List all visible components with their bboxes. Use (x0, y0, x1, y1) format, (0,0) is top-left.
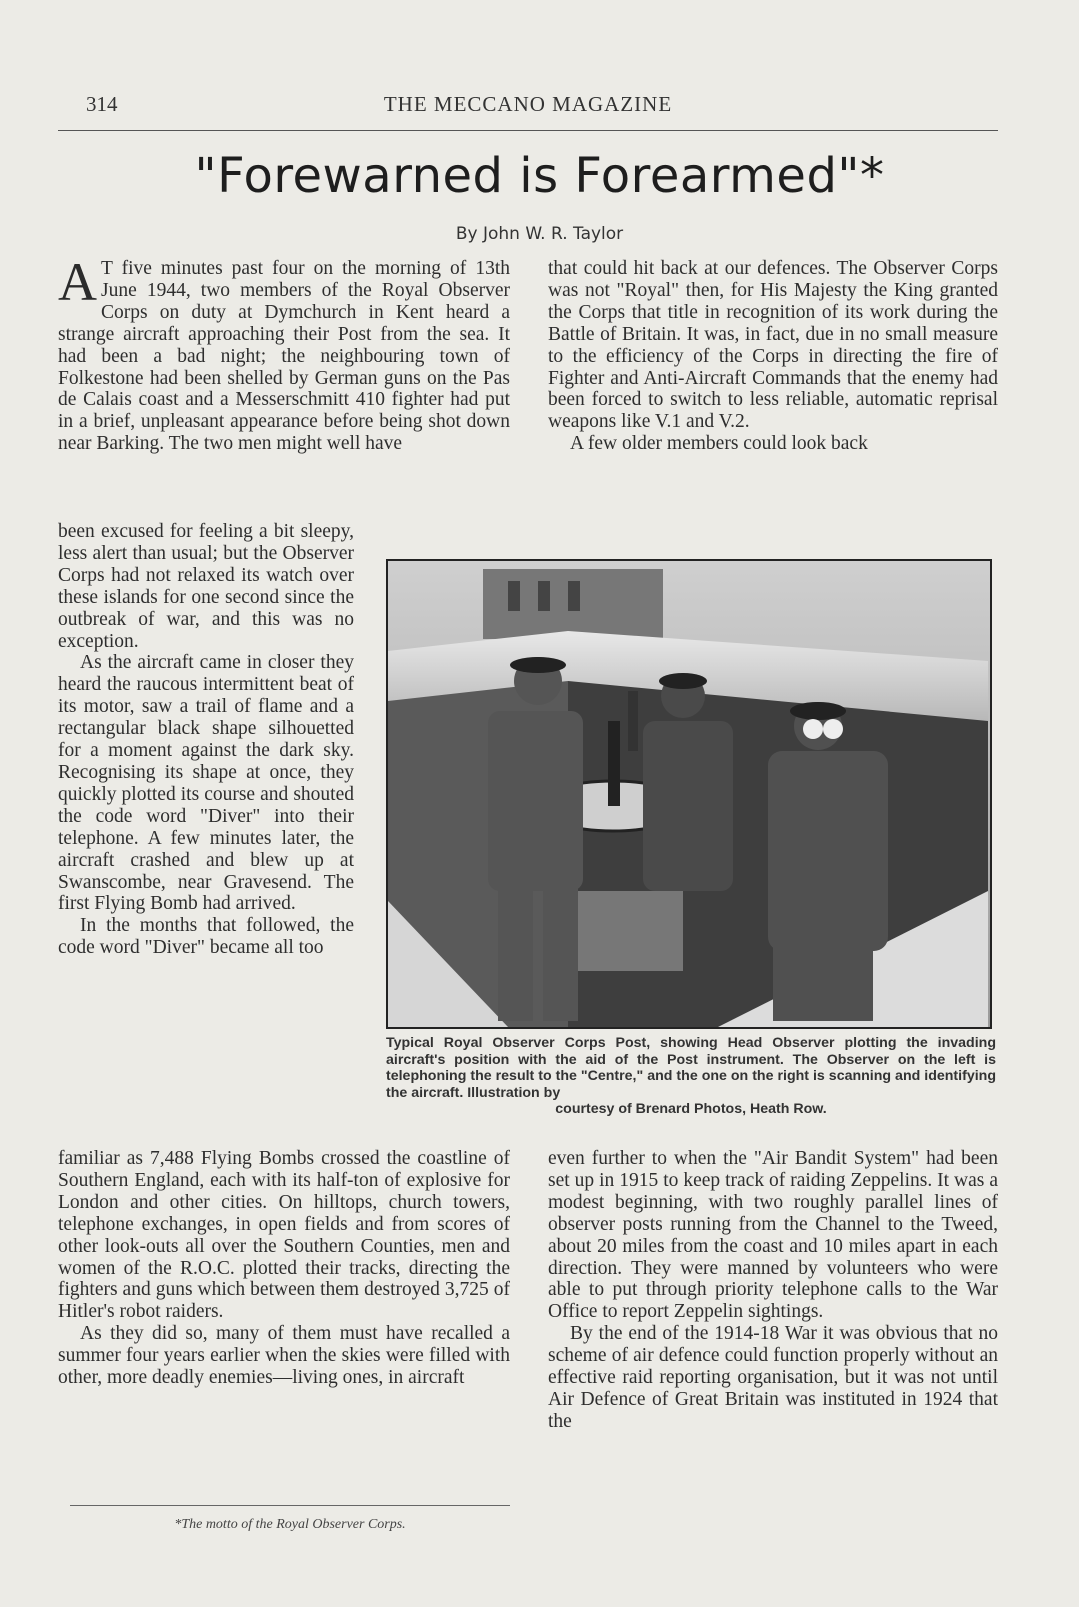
paragraph-right-2: A few older members could look back (570, 433, 868, 455)
paragraph-2: As the aircraft came in closer they heard the raucous intermittent beat of its motor, saw a trail of flame and a rectangular black shape silhouetted for a moment against the dark sky. Recognising its shape at once, they quickly plotted its course and shouted the code word "Diver" into their telephone. A few minutes later, the aircraft crashed and blew up at Swanscombe, near Gravesend. The first Flying Bomb had arrived. (58, 652, 354, 915)
left-column-top (58, 252, 510, 455)
footnote-rule (70, 1505, 510, 1506)
header-rule (58, 130, 998, 131)
paragraph-3-start: In the months that followed, the code word "Diver" became all too (58, 915, 354, 959)
paragraph-1-text: T five minutes past four on the morning of 13th June 1944, two members of the Royal Observer Corps on duty at Dymchurch in Kent heard a strange aircraft approaching their Post from the sea. It had been a bad night; the neighbouring town of Folkestone had been shelled by German guns on the Pas de Calais coast and a Messerschmitt 410 fighter had put in a brief, unpleasant appearance before being shot down near Barking. The two men might well have (58, 258, 510, 455)
paragraph-4: As they did so, many of them must have recalled a summer four years earlier when the skies were filled with other, more deadly enemies—living ones, in aircraft (58, 1323, 510, 1389)
caption-text: Typical Royal Observer Corps Post, showing Head Observer plotting the invading aircraft's position with the aid of the Post instrument. The Observer on the left is telephoning the result to the "Centre," and the one on the right is scanning and identifying the aircraft. Illustration by (386, 1035, 996, 1101)
paragraph-right-1: that could hit back at our defences. The Observer Corps was not "Royal" then, for His Majesty the King granted the Corps that title in recognition of its work during the Battle of Britain. It was, in fact, due in no small measure to the efficiency of the Corps in directing the fire of Fighter and Anti-Aircraft Commands that the enemy had been forced to switch to less reliable, automatic reprisal weapons like V.1 and V.2. (548, 258, 998, 433)
left-column-bottom (58, 1148, 510, 1389)
page-header (58, 92, 998, 124)
right-column-top (548, 258, 998, 455)
paragraph-right-4: By the end of the 1914-18 War it was obvious that no scheme of air defence could function properly without an effective raid reporting organisation, but it was not until Air Defence of Great Britain was instituted in 1924 that the (548, 1323, 998, 1432)
paragraph-3-continued: familiar as 7,488 Flying Bombs crossed the coastline of Southern England, each with its half-ton of explosive for London and other cities. On hilltops, church towers, telephone exchanges, in open fields and from scores of other look-outs all over the Southern Counties, men and women of the R.O.C. plotted their tracks, directing the fighters and guns which between them destroyed 3,725 of Hitler's robot raiders. (58, 1148, 510, 1323)
paragraph-1 (58, 252, 510, 455)
paragraph-1-continued: been excused for feeling a bit sleepy, less alert than usual; but the Observer Corps had not relaxed its watch over these islands for one second since the outbreak of war, and this was no exception. (58, 521, 354, 652)
article-title: "Forewarned is Forearmed"* (194, 148, 885, 204)
left-column-narrow (58, 521, 354, 959)
photo-caption (386, 1035, 996, 1118)
drop-cap: A (58, 252, 97, 312)
caption-credit: courtesy of Brenard Photos, Heath Row. (555, 1101, 827, 1117)
right-column-bottom (548, 1148, 998, 1433)
footnote: *The motto of the Royal Observer Corps. (174, 1517, 406, 1532)
page-number: 314 (86, 92, 118, 116)
article-byline: By John W. R. Taylor (455, 224, 624, 244)
magazine-title: THE MECCANO MAGAZINE (383, 92, 673, 116)
photo-illustration (388, 561, 990, 1027)
observer-post-photo (386, 559, 992, 1029)
paragraph-right-3: even further to when the "Air Bandit System" had been set up in 1915 to keep track of raiding Zeppelins. It was a modest beginning, with two roughly parallel lines of observer posts running from the Channel to the Tweed, about 20 miles from the coast and 10 miles apart in each direction. They were manned by volunteers who were able to put through priority telephone calls to the War Office to report Zeppelin sightings. (548, 1148, 998, 1323)
